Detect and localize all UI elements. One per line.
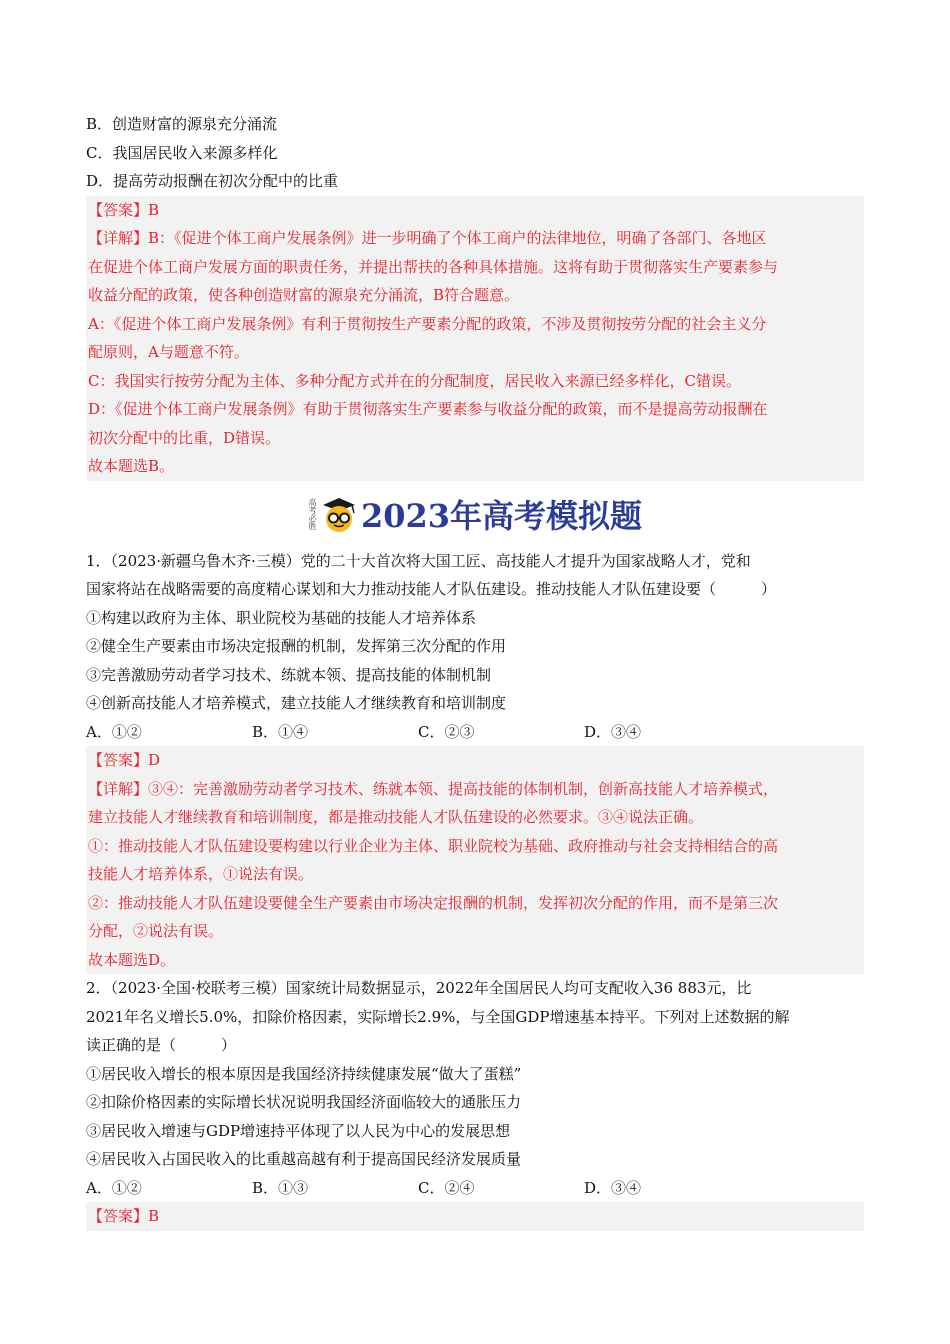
q2-item: ①居民收入增长的根本原因是我国经济持续健康发展“做大了蛋糕”	[86, 1064, 522, 1083]
graduate-mascot-icon	[319, 494, 359, 534]
q2-choice-c: C．②④	[418, 1178, 475, 1197]
q2-stem-line: 读正确的是（ ）	[86, 1036, 237, 1054]
banner-title: 2023年高考模拟题	[360, 496, 643, 535]
q1-item: ③完善激励劳动者学习技术、练就本领、提高技能的体制机制	[86, 665, 492, 684]
prev-explain-line: 收益分配的政策，使各种创造财富的源泉充分涌流，B符合题意。	[88, 286, 520, 304]
q1-item: ④创新高技能人才培养模式，建立技能人才继续教育和培训制度	[86, 694, 507, 712]
q2-choice-a: A．①②	[86, 1178, 142, 1197]
q2-stem-line: 2021年名义增长5.0%，扣除价格因素，实际增长2.9%，与全国GDP增速基本持平。下列对上述数据的解	[86, 1007, 790, 1026]
prev-option-c: C．我国居民收入来源多样化	[86, 143, 278, 162]
section-banner	[86, 485, 864, 543]
logo-text: 高考必胜	[307, 497, 317, 530]
prev-explain-line: 配原则，A与题意不符。	[88, 343, 249, 361]
prev-answer-box	[86, 196, 864, 481]
prev-explain-line: 【详解】B：《促进个体工商户发展条例》进一步明确了个体工商户的法律地位，明确了各部门、各地区	[88, 229, 767, 247]
prev-conclusion: 故本题选B。	[88, 457, 175, 475]
q2-item: ②扣除价格因素的实际增长状况说明我国经济面临较大的通胀压力	[86, 1093, 522, 1111]
q1-explain-line: ②：推动技能人才队伍建设要健全生产要素由市场决定报酬的机制，发挥初次分配的作用，而不是第三次	[88, 893, 779, 912]
prev-explain-line: A：《促进个体工商户发展条例》有利于贯彻按生产要素分配的政策，不涉及贯彻按劳分配的社会主义分	[88, 314, 767, 333]
q2-stem-line: 2．（2023·全国·校联考三模）国家统计局数据显示，2022年全国居民人均可支配收入36 883元，比	[86, 979, 752, 997]
q1-stem-line: 1．（2023·新疆乌鲁木齐·三模）党的二十大首次将大国工匠、高技能人才提升为国家战略人才，党和	[86, 551, 751, 570]
q1-explain-line: ①：推动技能人才队伍建设要构建以行业企业为主体、职业院校为基础、政府推动与社会支持相结合的高	[88, 836, 779, 855]
q2-item: ③居民收入增速与GDP增速持平体现了以人民为中心的发展思想	[86, 1121, 511, 1140]
prev-option-d: D．提高劳动报酬在初次分配中的比重	[86, 172, 339, 190]
q1-answer-box	[86, 746, 864, 974]
banner-logo	[308, 494, 359, 534]
q2-choice-d: D．③④	[584, 1178, 642, 1197]
document-content	[86, 110, 864, 1231]
q1-choices	[86, 718, 864, 747]
q2-choice-b: B．①③	[252, 1178, 309, 1197]
q1-item: ②健全生产要素由市场决定报酬的机制，发挥第三次分配的作用	[86, 637, 507, 655]
prev-option-b: B．创造财富的源泉充分涌流	[86, 115, 278, 133]
prev-explain-line: D：《促进个体工商户发展条例》有助于贯彻落实生产要素参与收益分配的政策，而不是提高劳动报酬在	[88, 400, 768, 418]
q1-conclusion: 故本题选D。	[88, 950, 176, 969]
q2-item: ④居民收入占国民收入的比重越高越有利于提高国民经济发展质量	[86, 1150, 522, 1168]
q1-explain-line: 技能人才培养体系，①说法有误。	[88, 865, 314, 883]
q1-explain-line: 分配，②说法有误。	[88, 922, 224, 940]
prev-answer: 【答案】B	[88, 200, 160, 219]
prev-explain-line: 在促进个体工商户发展方面的职责任务，并提出帮扶的各种具体措施。这将有助于贯彻落实生产要素参与	[88, 257, 779, 276]
q1-item: ①构建以政府为主体、职业院校为基础的技能人才培养体系	[86, 608, 477, 627]
q2-answer-box	[86, 1202, 864, 1231]
q1-explain-line: 【详解】③④：完善激励劳动者学习技术、练就本领、提高技能的体制机制，创新高技能人才培养模式，	[88, 779, 779, 798]
q2-answer: 【答案】B	[88, 1207, 160, 1225]
q1-stem-line: 国家将站在战略需要的高度精心谋划和大力推动技能人才队伍建设。推动技能人才队伍建设要（ ）	[86, 580, 777, 598]
q1-choice-a: A．①②	[86, 722, 142, 741]
q1-choice-b: B．①④	[252, 722, 309, 741]
q1-choice-c: C．②③	[418, 722, 475, 741]
q1-explain-line: 建立技能人才继续教育和培训制度，都是推动技能人才队伍建设的必然要求。③④说法正确。	[88, 808, 704, 826]
prev-explain-line: 初次分配中的比重，D错误。	[88, 428, 281, 447]
q2-choices	[86, 1174, 864, 1203]
q1-choice-d: D．③④	[584, 722, 642, 741]
q1-answer: 【答案】D	[88, 751, 161, 769]
prev-explain-line: C：我国实行按劳分配为主体、多种分配方式并在的分配制度，居民收入来源已经多样化，C错误。	[88, 371, 741, 390]
